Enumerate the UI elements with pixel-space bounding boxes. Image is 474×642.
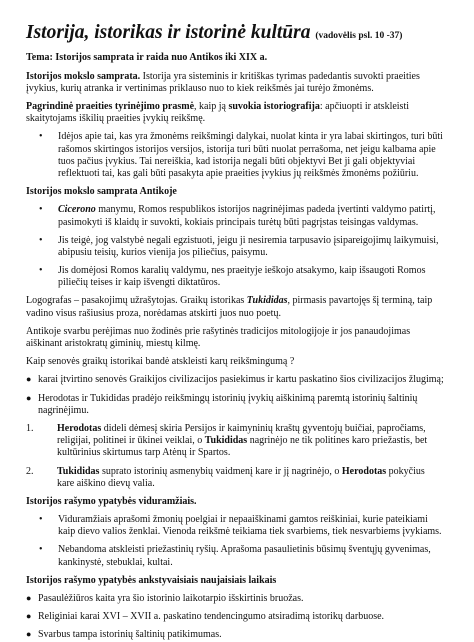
numbered-text: suprato istorinių asmenybių vaidmenį kare ir jį nagrinėjo, o (99, 465, 342, 477)
logografai-text-end: , pirmasis pavartojęs šį terminą, taip vadino visus rašiusius proza, norėdamas atskirti juos nuo poetų. (26, 295, 433, 319)
list-item-text: Idėjos apie tai, kas yra žmonėms reikšmingi dalykai, nuolat kinta ir yra labai skirtingos, turi būti rašomos skirtingos istorijos versijos, istorija turi būti nuolat perrašoma, net jeigu kalbama apie tuos pačius įvykius. Tai nereiškia, kad istorija negali būti objektyvi Bet ji gali objektyviai reflektuoti tai, kas gali būti pasakyta apie praeities įvykius jų reikšmės žmonėms požiūriu. (58, 131, 443, 179)
paragraph-logografai (26, 295, 444, 319)
modern-item (26, 611, 444, 623)
purpose-text: : apčiuopti ir atskleisti skaitytojams iškilių praeities įvykių reikšmę. (26, 101, 410, 125)
list-item (26, 204, 444, 228)
list-item (26, 544, 444, 568)
purpose-term-2: suvokia istoriografija (228, 101, 320, 112)
numbered-list (26, 423, 444, 490)
modern-item (26, 629, 444, 641)
historian-name: Tukididas (57, 465, 100, 477)
bullet-marker: ● (26, 629, 32, 640)
list-item-text: Viduramžiais aprašomi žmonių poelgiai ir nepaaiškinami gamtos reiškiniai, kurie pateikiami kaip dievo valios ženklai. Vienoda reikšmė teikiama tiek svarbiems, tiek nesvarbiems įvykiams. (58, 514, 442, 538)
question-line: Kaip senovės graikų istorikai bandė atskleisti karų reikšmingumą ? (26, 356, 295, 368)
item-number: 1. (26, 422, 34, 434)
bullet-marker: ● (26, 611, 32, 622)
heading-modern: Istorijos rašymo ypatybės ankstyvaisiais naujaisiais laikais (26, 574, 277, 586)
list-item-text: Jis domėjosi Romos karalių valdymu, nes praeityje ieškojo atsakymo, kaip išsaugoti Romos piliečių teises ir kaip išvengti diktatūros. (58, 265, 426, 289)
answer-text: Herodotas ir Tukididas pradėjo reikšmingų istorinių įvykių aiškinimą paremtą istorinių šaltinių nagrinėjimu. (38, 392, 418, 416)
cicero-name: Cicerono (58, 204, 96, 216)
purpose-term: Pagrindinė praeities tyrinėjimo prasmė (26, 101, 195, 112)
heading-middle-ages: Istorijos rašymo ypatybės viduramžiais. (26, 495, 197, 507)
theme-line: Tema: Istorijos samprata ir raida nuo Antikos iki XIX a. (26, 52, 268, 64)
historian-name: Tukididas (204, 435, 248, 447)
paragraph-concept (26, 71, 444, 95)
middle-ages-list (26, 514, 444, 569)
list-item-text: manymu, Romos respublikos istorijos nagrinėjimas padeda įvertinti valdymo patirtį, pasimokyti iš klaidų ir suvokti, kokiais principais turėtų būti pagrįstas teisingas valdymas. (58, 204, 436, 228)
logografai-text: Logografas – pasakojimų užrašytojas. Graikų istorikas (26, 295, 247, 307)
numbered-text-end: nagrinėjo ne tik politines karo priežastis, bet kultūrinius skirtumus tarp Atėnų ir Spartos. (57, 435, 428, 459)
list-item-text: Nebandoma atskleisti priežastinių ryšių. Aprašoma pasaulietinis būsimų šventųjų gyvenimas, kankinystė, stebuklai, kultai. (58, 544, 431, 568)
modern-text: Svarbus tampa istorinių šaltinių patikimumas. (38, 629, 222, 641)
numbered-item (26, 423, 444, 460)
answer-item (26, 393, 444, 417)
paragraph-purpose (26, 101, 444, 125)
list-item (26, 235, 444, 259)
paragraph-antika: Antikoje svarbu perėjimas nuo žodinės prie rašytinės tradicijos mitologijoje ir jos panaudojimas aiškinant aristokratų giminių, miestų kilmę. (26, 325, 411, 349)
modern-item (26, 593, 444, 605)
concept-term: Istorijos mokslo samprata. (26, 70, 141, 82)
bullet-marker: • (39, 514, 43, 526)
historian-name: Herodotas (57, 422, 102, 434)
tukididas-name: Tukididas (246, 295, 288, 307)
historian-name: Herodotas (341, 465, 387, 477)
page-title (26, 22, 444, 43)
concept-text: Istorija yra sisteminis ir kritiškas tyrimas padedantis suvokti praeities įvykius, kurių atranka ir vertinimas priklauso nuo to kiek reikšmės jai turėjo žmonėms. (26, 70, 420, 94)
list-item (26, 514, 444, 538)
bullet-marker: ● (26, 392, 32, 403)
numbered-text-end: pokyčius kare aiškino dievų valia. (57, 465, 425, 489)
list-item (26, 265, 444, 289)
bullet-marker: ● (26, 593, 32, 603)
modern-text: Religiniai karai XVI – XVII a. paskatino tendencingumo atsiradimą istorikų darbuose. (38, 611, 385, 623)
answer-item (26, 374, 444, 386)
title-reference: (vadovėlis psl. 10 -37) (315, 31, 403, 41)
antiquity-list (26, 204, 444, 289)
bullet-marker: • (39, 544, 43, 556)
item-number: 2. (26, 465, 34, 477)
numbered-item (26, 466, 444, 490)
bullet-marker: • (39, 234, 43, 246)
bullet-marker: ● (26, 374, 32, 385)
bullet-marker: • (39, 204, 43, 216)
list-item (26, 131, 444, 180)
modern-text: Pasaulėžiūros kaita yra šio istorinio laikotarpio išskirtinis bruožas. (38, 593, 304, 604)
bullet-marker: • (39, 131, 43, 143)
numbered-text: dideli dėmesį skiria Persijos ir kaimyninių kraštų gyventojų buičiai, papročiams, religijai, politinei ir ūkinei veiklai, o (57, 422, 426, 447)
title-text: Istorija, istorikas ir istorinė kultūra (26, 22, 311, 43)
bullet-marker: • (39, 265, 43, 277)
purpose-mid: , kaip ją (194, 101, 229, 112)
list-item-text: Jis teigė, jog valstybė negali egzistuoti, jeigu ji nesiremia tarpusavio įsipareigojimų laikymuisi, abipusiu teisių, kurios vienija jos piliečius, paisymu. (58, 234, 439, 258)
heading-antiquity: Istorijos mokslo samprata Antikoje (26, 186, 177, 198)
answer-text: karai įtvirtino senovės Graikijos civilizacijos pasiekimus ir kartu paskatino šios civilizacijos žlugimą; (38, 374, 444, 386)
ideas-list (26, 131, 444, 180)
